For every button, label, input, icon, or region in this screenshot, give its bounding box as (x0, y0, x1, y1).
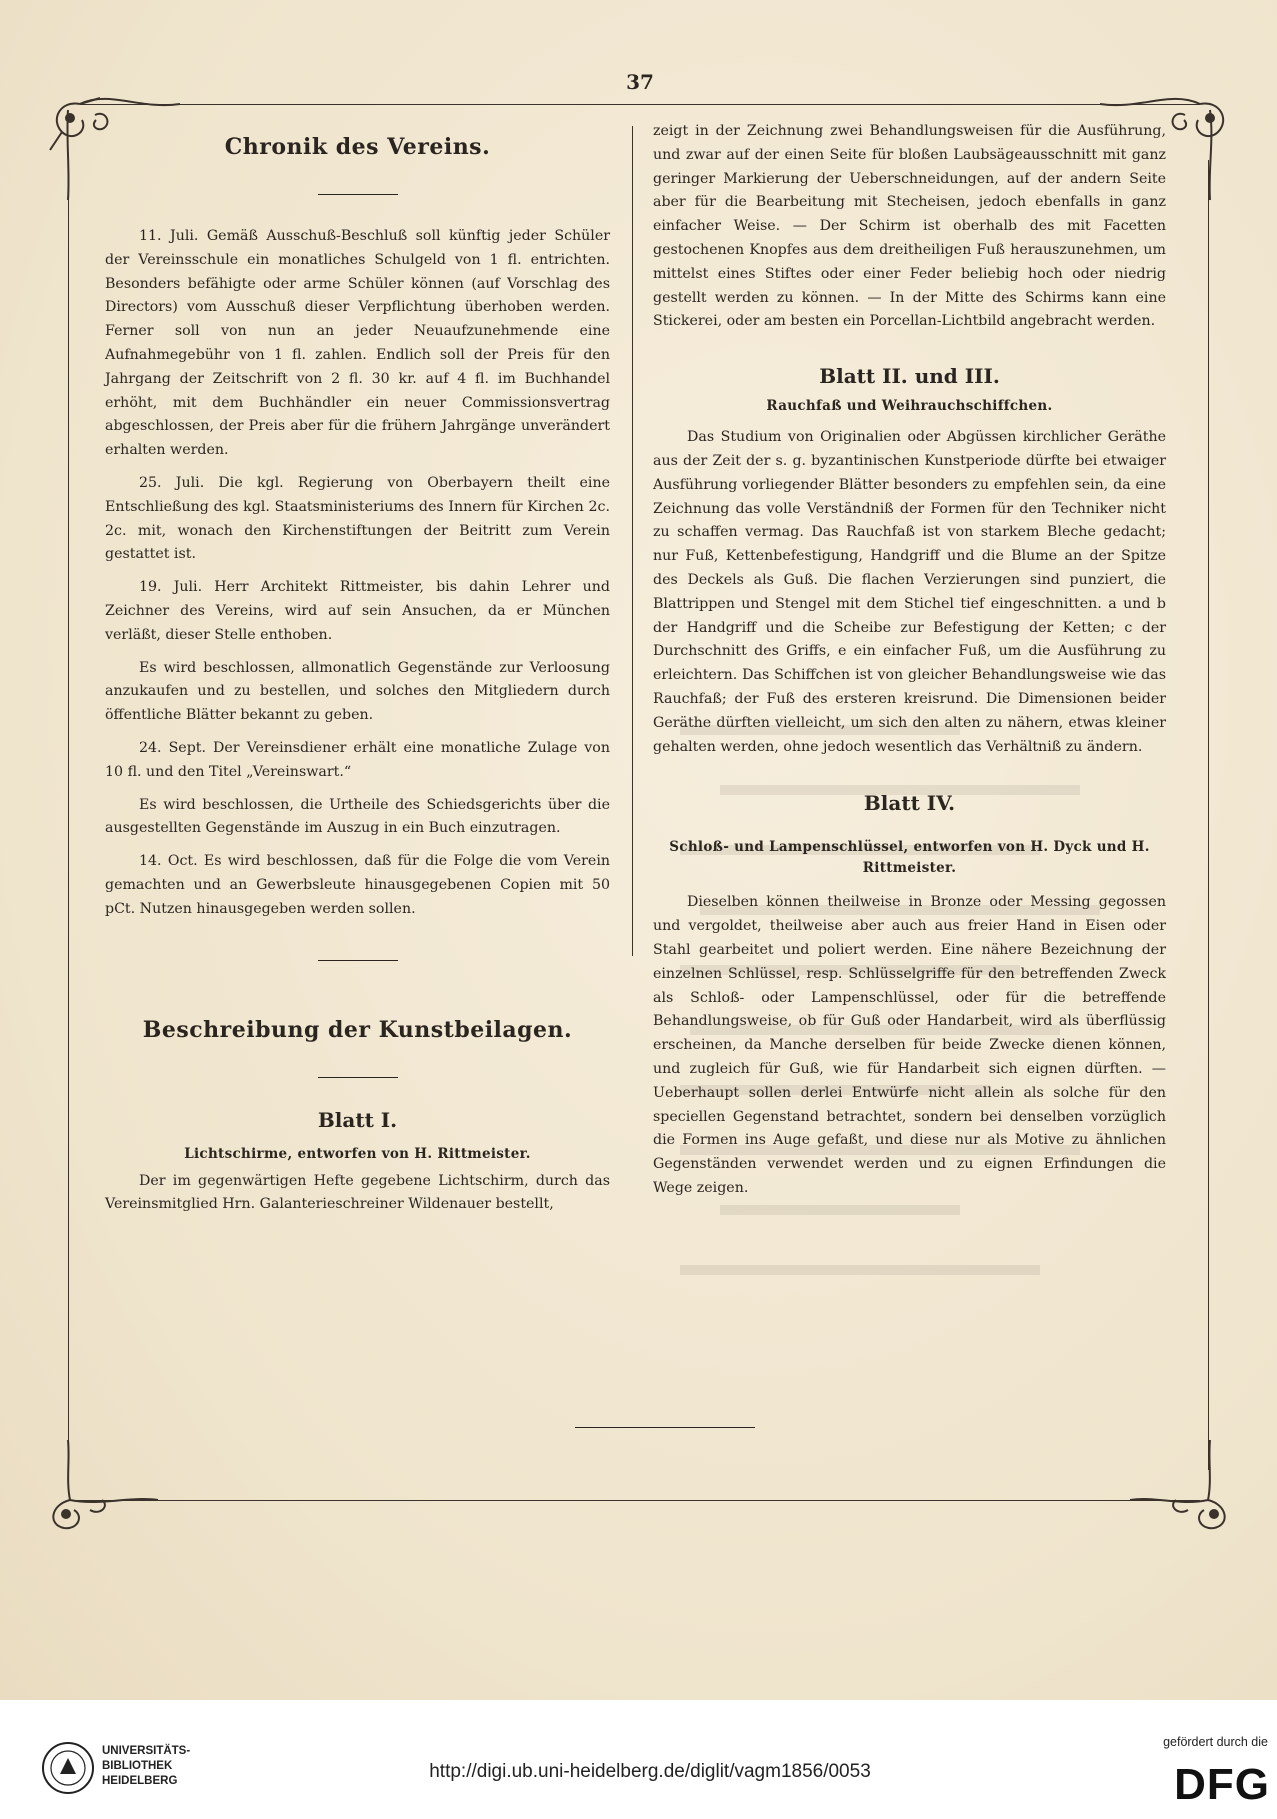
right-column (653, 120, 1166, 1201)
corner-ornament-bottom-left-icon (40, 1440, 160, 1540)
heading-rule (318, 1077, 398, 1078)
permalink-url[interactable]: http://digi.ub.uni-heidelberg.de/diglit/vagm1856/0053 (429, 1761, 871, 1782)
dfg-logo[interactable]: DFG (1174, 1760, 1270, 1809)
blatt1-subheading: Lichtschirme, entworfen von H. Rittmeister. (184, 1145, 531, 1162)
library-name: UNIVERSITÄTS- BIBLIOTHEK HEIDELBERG (102, 1745, 191, 1787)
section-rule (318, 960, 398, 961)
chronicle-entry: 25. Juli. Die kgl. Regierung von Oberbayern theilt eine Entschließung des kgl. Staatsministeriums des Innern für Kirchen 2c. 2c. mit, wonach den Kirchenstiftungen der Beitritt zum Verein gestattet ist. (105, 474, 610, 563)
blatt2-text: Das Studium von Originalien oder Abgüssen kirchlicher Geräthe aus der Zeit der s. g. byzantinischen Kunstperiode dürfte bei etwaiger Ausführung vorliegender Blätter besonders zu empfehlen sein, da eine Zeichnung das volle Verständniß der Formen für den Techniker nicht zu schaffen vermag. Das Rauchfaß ist von starkem Bleche gedacht; nur Fuß, Kettenbefestigung, Handgriff und die Blume an der Spitze des Deckels als Guß. Die flachen Verzierungen sind punziert, die Blattrippen und Stengel mit dem Stichel tief eingeschnitten. a und b der Handgriff und die Scheibe zur Befestigung der Ketten; c der Durchschnitt des Griffs, e ein einfacher Fuß, um die Ausführung zu erleichtern. Das Schiffchen ist von gleicher Behandlungsweise wie das Rauchfaß; der Fuß des ersteren kreisrund. Die Dimensionen beider Geräthe dürften vielleicht, um sich den alten zu nähern, etwas kleiner gehalten werden, ohne jedoch wesentlich das Verhältniß zu ändern. (653, 429, 1166, 755)
blatt4-heading: Blatt IV. (863, 791, 956, 816)
chronicle-entry: 19. Juli. Herr Architekt Rittmeister, bis dahin Lehrer und Zeichner des Vereins, wird auf sein Ansuchen, da er München verläßt, dieser Stelle enthoben. (105, 579, 610, 643)
chronicle-entry: 24. Sept. Der Vereinsdiener erhält eine monatliche Zulage von 10 fl. und den Titel „Vereinswart.“ (105, 739, 610, 780)
chronicle-entry: Es wird beschlossen, allmonatlich Gegenstände zur Verloosung anzukaufen und zu bestellen, und solches den Mitgliedern durch öffentliche Blätter bekannt zu geben. (105, 659, 610, 724)
blatt4-text: Dieselben können theilweise in Bronze oder Messing gegossen und vergoldet, theilweise aber auch aus freier Hand in Eisen oder Stahl gearbeitet und poliert werden. Eine nähere Bezeichnung der einzelnen Schlüssel, resp. Schlüsselgriffe für den betreffenden Zweck als Schloß- oder Lampenschlüssel, oder für die betreffende Behandlungsweise, ob für Guß oder Handarbeit, wird als überflüssig erscheinen, da Manche derselben für beide Zwecke dienen können, und zugleich für Guß, wie für Handarbeit sich eignen dürften. — Ueberhaupt sollen derlei Entwürfe nicht allein als solche für den speciellen Gegenstand betrachtet, sondern bei denselben vorzüglich die Formen ins Auge gefaßt, und diese nur als Motive zu ähnlichen Gegenständen verwendet werden und zu eignen Erfindungen die Wege zeigen. (653, 894, 1166, 1196)
funded-by-label: gefördert durch die (1163, 1735, 1268, 1749)
blatt2-heading: Blatt II. und III. (819, 364, 1000, 389)
blatt1-heading: Blatt I. (317, 1107, 398, 1132)
frame-bottom-rule (70, 1500, 1200, 1501)
page-number: 37 (626, 70, 654, 94)
blatt1-continuation: zeigt in der Zeichnung zwei Behandlungsweisen für die Ausführung, und zwar auf der einen Seite für bloßen Laubsägeausschnitt mit ganz geringer Markierung der Ueberschneidungen, auf der andern Seite aber für die Bearbeitung mit Stecheisen, jedoch ebenfalls in ganz einfacher Weise. — Der Schirm ist oberhalb des mit Facetten gestochenen Knopfes aus dem dreitheiligen Fuß herauszunehmen, um mittelst eines Stiftes oder einer Feder beliebig hoch oder niedrig gestellt werden zu können. — In der Mitte des Schirms kann eine Stickerei, oder am besten ein Porcellan-Lichtbild angebracht werden. (653, 123, 1166, 330)
left-column (105, 120, 610, 1217)
frame-top-rule (80, 104, 1200, 105)
frame-right-rule (1208, 160, 1209, 1470)
chronicle-entry: 14. Oct. Es wird beschlossen, daß für die Folge die vom Verein gemachten und an Gewerbsleute hinausgegebenen Copien mit 50 pCt. Nutzen hinausgegeben werden sollen. (105, 853, 610, 917)
column-divider (632, 126, 633, 956)
chronicle-entry: 11. Juli. Gemäß Ausschuß-Beschluß soll künftig jeder Schüler der Vereinsschule ein monatliches Schulgeld von 1 fl. entrichten. Besonders befähigte oder arme Schüler können (auf Vorschlag des Directors) vom Ausschuß dieser Verpflichtung überhoben werden. Ferner soll von nun an jeder Neuaufzunehmende eine Aufnahmegebühr von 1 fl. zahlen. Endlich soll der Preis für den Jahrgang der Zeitschrift von 2 fl. 30 kr. auf 4 fl. im Buchhandel erhöht, mit dem Buchhändler ein neuer Commissionsvertrag abgeschlossen, der Preis aber für die frühern Jahrgänge unverändert erhalten werden. (105, 228, 610, 459)
frame-left-rule (68, 200, 69, 1470)
corner-ornament-bottom-right-icon (1130, 1440, 1240, 1540)
seal-icon (42, 1742, 94, 1794)
blatt2-subheading: Rauchfaß und Weihrauchschiffchen. (766, 398, 1053, 415)
blatt1-text: Der im gegenwärtigen Hefte gegebene Lichtschirm, durch das Vereinsmitglied Hrn. Galanterieschreiner Wildenauer bestellt, (105, 1172, 610, 1213)
chronicle-entry: Es wird beschlossen, die Urtheile des Schiedsgerichts über die ausgestellten Gegenstände im Auszug in ein Buch einzutragen. (105, 796, 610, 837)
closing-rule (575, 1427, 755, 1428)
chronicle-heading: Chronik des Vereins. (224, 134, 491, 160)
art-supplements-heading: Beschreibung der Kunstbeilagen. (142, 1016, 573, 1043)
heading-rule (318, 194, 398, 195)
blatt4-subheading: Schloß- und Lampenschlüssel, entworfen von H. Dyck und H. Rittmeister. (669, 839, 1150, 877)
